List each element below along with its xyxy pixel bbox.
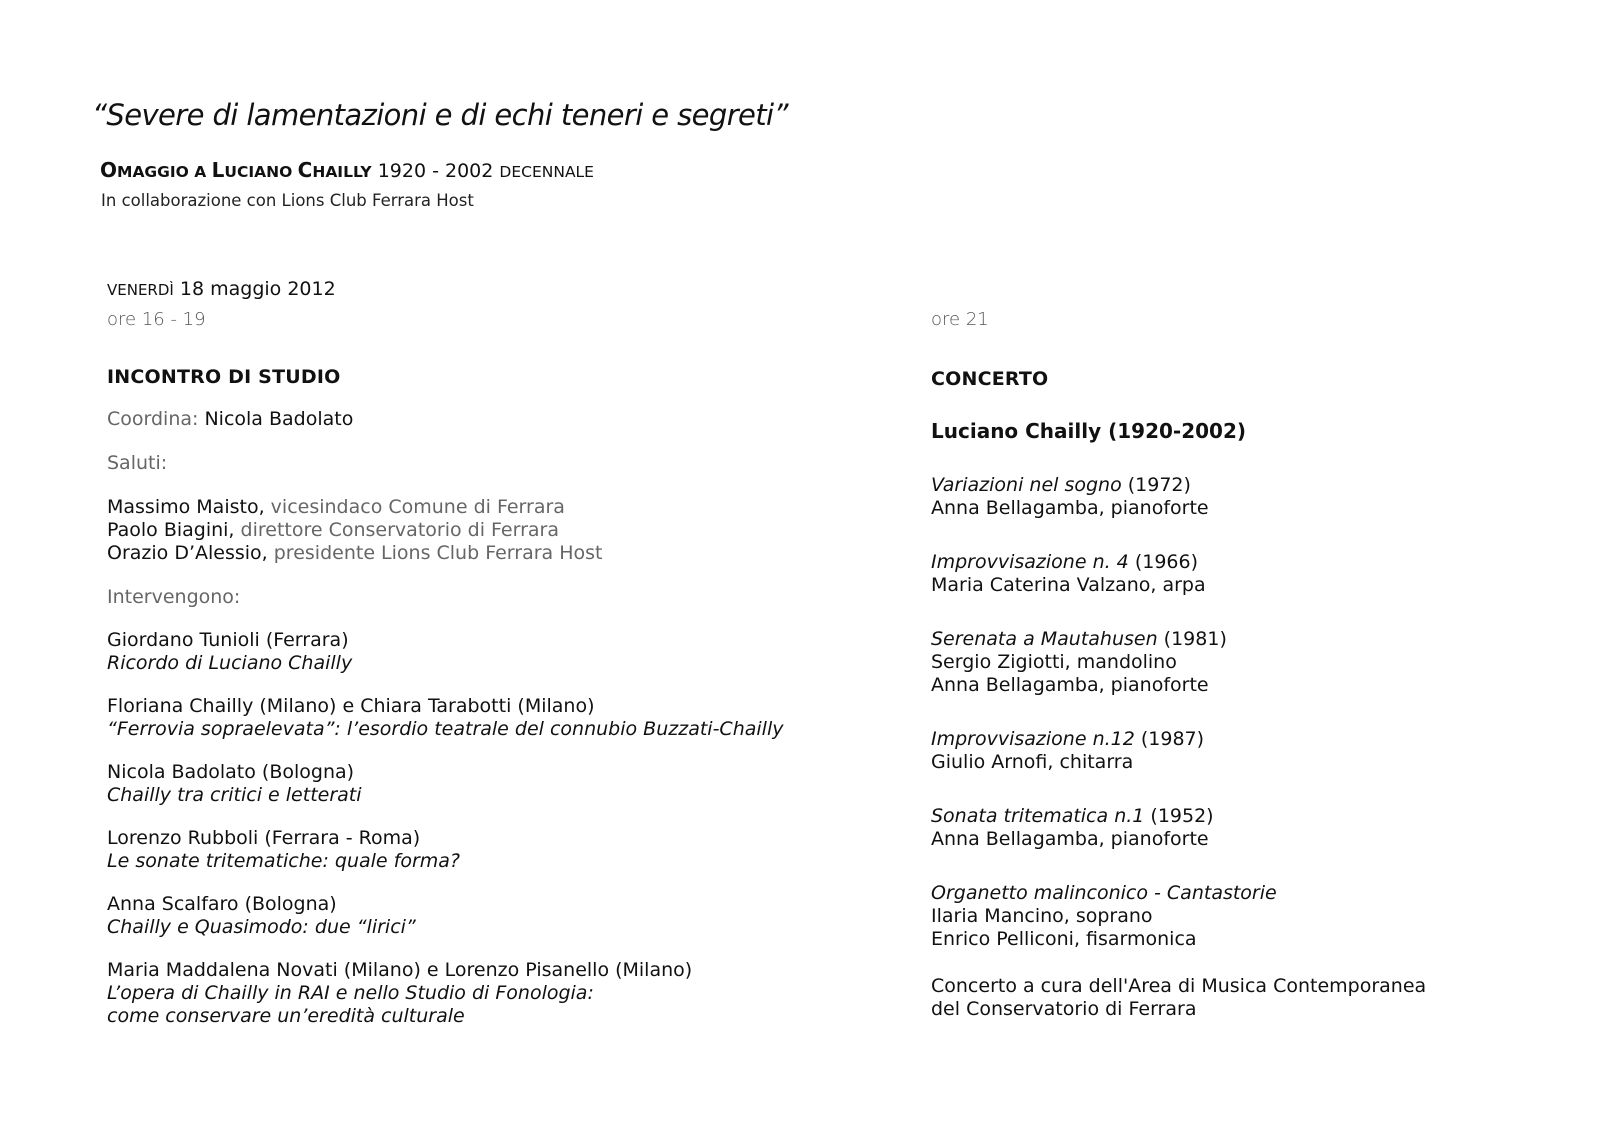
saluti-item <box>107 542 827 565</box>
piece-year: (1987) <box>1134 728 1205 750</box>
speaker-topic: Chailly tra critici e letterati <box>107 784 362 806</box>
credit-line: del Conservatorio di Ferrara <box>931 998 1197 1020</box>
piece-title-line <box>931 628 1551 651</box>
speaker-entry <box>107 959 827 1028</box>
piece-title-line <box>931 551 1551 574</box>
concert-heading: CONCERTO <box>931 368 1049 390</box>
saluti-name: Massimo Maisto, <box>107 496 265 518</box>
concert-column <box>931 368 1551 1021</box>
piece-entry <box>931 805 1551 851</box>
piece-performer: Ilaria Mancino, soprano <box>931 905 1153 927</box>
subtitle-years: 1920 - 2002 <box>377 160 494 182</box>
event-subtitle <box>100 158 594 182</box>
subtitle-omaggio-cap: O <box>100 158 118 182</box>
piece-entry <box>931 728 1551 774</box>
piece-performer: Maria Caterina Valzano, arpa <box>931 574 1206 596</box>
speaker-entry <box>107 761 827 807</box>
speaker-topic: Le sonate tritematiche: quale forma? <box>107 850 460 872</box>
coordina-label: Coordina: <box>107 408 199 430</box>
piece-performer: Anna Bellagamba, pianoforte <box>931 674 1209 696</box>
concert-credit <box>931 975 1551 1021</box>
piece-performer: Anna Bellagamba, pianoforte <box>931 828 1209 850</box>
speaker-name: Lorenzo Rubboli (Ferrara - Roma) <box>107 827 421 849</box>
speaker-entry <box>107 893 827 939</box>
subtitle-luciano-cap: L <box>211 158 225 182</box>
piece-title: Organetto malinconico - Cantastorie <box>931 882 1277 904</box>
piece-title: Serenata a Mautahusen <box>931 628 1158 650</box>
saluti-item <box>107 519 827 542</box>
composer-name: Luciano Chailly (1920-2002) <box>931 419 1247 443</box>
piece-title-line <box>931 805 1551 828</box>
piece-title: Improvvisazione n.12 <box>931 728 1135 750</box>
saluti-role: vicesindaco Comune di Ferrara <box>270 496 565 518</box>
piece-title-line <box>931 474 1551 497</box>
piece-entry <box>931 474 1551 520</box>
piece-performer: Anna Bellagamba, pianoforte <box>931 497 1209 519</box>
subtitle-chailly-cap: C <box>297 158 313 182</box>
saluti-role: direttore Conservatorio di Ferrara <box>240 519 559 541</box>
concert-time: ore 21 <box>931 309 989 330</box>
speaker-entry <box>107 629 827 675</box>
speaker-topic: Ricordo di Luciano Chailly <box>107 652 353 674</box>
piece-year: (1981) <box>1157 628 1227 650</box>
subtitle-chailly-rest: HAILLY <box>312 163 372 181</box>
speaker-name: Floriana Chailly (Milano) e Chiara Tarabotti (Milano) <box>107 695 595 717</box>
credit-line: Concerto a cura dell'Area di Musica Contemporanea <box>931 975 1427 997</box>
piece-entry <box>931 628 1551 697</box>
intervengono-label: Intervengono: <box>107 586 241 608</box>
piece-title: Sonata tritematica n.1 <box>931 805 1145 827</box>
speaker-topic: L’opera di Chailly in RAI e nello Studio di Fonologia: <box>107 982 594 1004</box>
saluti-role: presidente Lions Club Ferrara Host <box>273 542 603 564</box>
piece-year: (1952) <box>1144 805 1214 827</box>
speaker-name: Maria Maddalena Novati (Milano) e Lorenzo Pisanello (Milano) <box>107 959 693 981</box>
study-time: ore 16 - 19 <box>107 309 206 330</box>
event-date-text: 18 maggio 2012 <box>179 278 336 300</box>
speaker-topic: Chailly e Quasimodo: due “lirici” <box>107 916 416 938</box>
page-title: “Severe di lamentazioni e di echi teneri e segreti” <box>92 98 788 132</box>
study-column <box>107 366 827 1028</box>
coordina-line <box>107 408 827 431</box>
saluti-name: Orazio D’Alessio, <box>107 542 268 564</box>
piece-entry <box>931 551 1551 597</box>
saluti-list <box>107 496 827 565</box>
collaboration-note: In collaborazione con Lions Club Ferrara Host <box>101 191 474 210</box>
event-weekday: VENERDÌ <box>107 281 174 299</box>
speaker-entry <box>107 827 827 873</box>
piece-year: (1966) <box>1128 551 1198 573</box>
piece-title: Improvvisazione n. 4 <box>931 551 1129 573</box>
subtitle-luciano-rest: UCIANO <box>224 163 298 181</box>
saluti-label: Saluti: <box>107 452 168 474</box>
coordina-name: Nicola Badolato <box>204 408 354 430</box>
speaker-name: Anna Scalfaro (Bologna) <box>107 893 337 915</box>
piece-performer: Sergio Zigiotti, mandolino <box>931 651 1177 673</box>
piece-performer: Enrico Pelliconi, fisarmonica <box>931 928 1197 950</box>
speaker-name: Nicola Badolato (Bologna) <box>107 761 355 783</box>
event-date <box>107 278 336 300</box>
subtitle-omaggio-rest: MAGGIO A <box>117 163 212 181</box>
piece-year: (1972) <box>1121 474 1191 496</box>
piece-title: Variazioni nel sogno <box>931 474 1122 496</box>
speaker-entry <box>107 695 827 741</box>
piece-performer: Giulio Arnofi, chitarra <box>931 751 1134 773</box>
speaker-name: Giordano Tunioli (Ferrara) <box>107 629 349 651</box>
piece-title-line <box>931 882 1551 905</box>
saluti-name: Paolo Biagini, <box>107 519 235 541</box>
speaker-topic: “Ferrovia sopraelevata”: l’esordio teatrale del connubio Buzzati-Chailly <box>107 718 784 740</box>
saluti-item <box>107 496 827 519</box>
speaker-topic-continued: come conservare un’eredità culturale <box>107 1005 465 1027</box>
piece-title-line <box>931 728 1551 751</box>
subtitle-decennale: DECENNALE <box>499 163 594 181</box>
study-heading: INCONTRO DI STUDIO <box>107 366 341 388</box>
piece-entry <box>931 882 1551 951</box>
